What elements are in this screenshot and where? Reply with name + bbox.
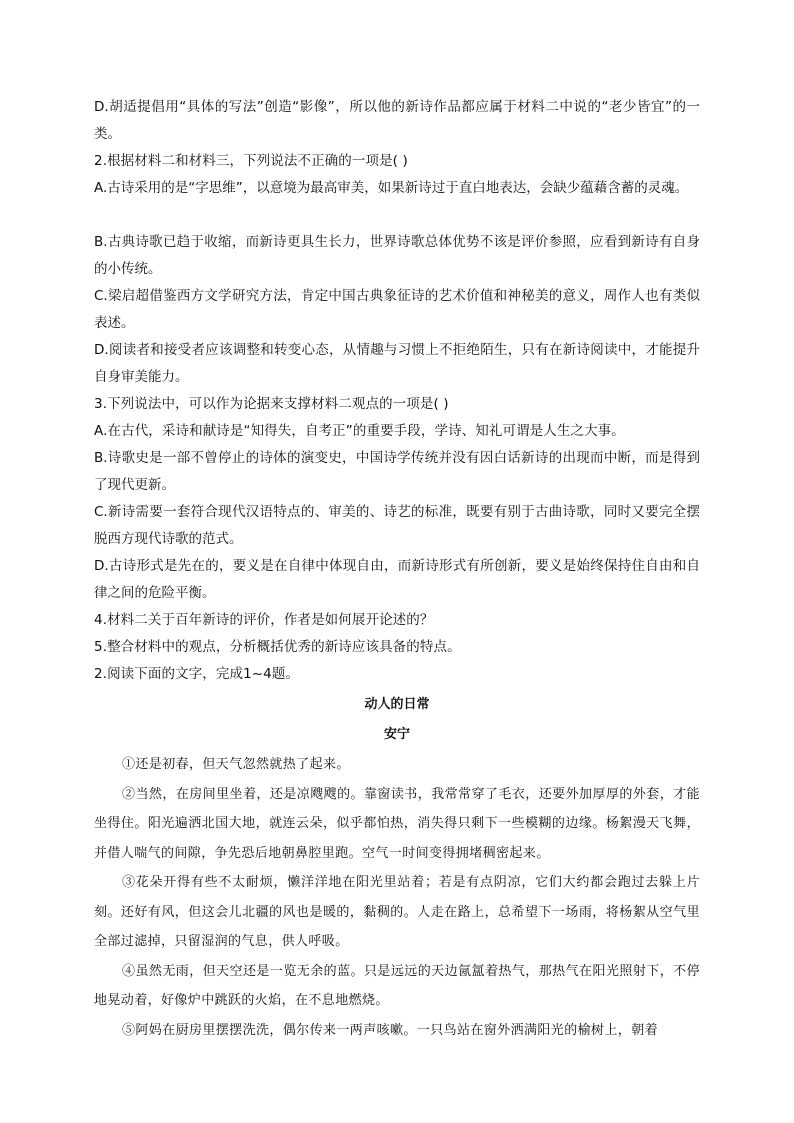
- question-4: 4.材料二关于百年新诗的评价，作者是如何展开论述的？: [94, 612, 434, 628]
- story-paragraph-2: ②当然，在房间里坐着，还是凉飕飕的。靠窗读书，我常常穿了毛衣，还要外加厚厚的外套，才能坐得住。阳光遍洒北国大地，就连云朵，似乎都怕热，消失得只剩下一些模糊的边缘。杨絮漫天飞舞，并借人喘气的间隙，争先恐后地朝鼻腔里跑。空气一时间变得拥堵稠密起来。: [94, 786, 700, 861]
- question-2-option-b: B.古典诗歌已趋于收缩，而新诗更具生长力，世界诗歌总体优势不该是评价参照，应看到新诗有自身的小传统。: [94, 234, 700, 277]
- question-2-option-a: A.古诗采用的是“字思维”，以意境为最高审美，如果新诗过于直白地表达，会缺少蕴藉含蓄的灵魂。: [94, 180, 689, 196]
- question-3-stem: 3.下列说法中，可以作为论据来支撑材料二观点的一项是( ): [94, 396, 449, 412]
- document-page: [94, 94, 700, 1045]
- question-3-option-b: B.诗歌史是一部不曾停止的诗体的演变史，中国诗学传统并没有因白话新诗的出现而中断，而是得到了现代更新。: [94, 450, 700, 493]
- question-3-option-a: A.在古代，采诗和献诗是“知得失，自考正”的重要手段，学诗、知礼可谓是人生之大事。: [94, 423, 625, 439]
- story-paragraph-1: ①还是初春，但天气忽然就热了起来。: [122, 757, 350, 772]
- story-author: 安宁: [383, 727, 410, 742]
- question-2-option-d: D.阅读者和接受者应该调整和转变心态，从情趣与习惯上不拒绝陌生，只有在新诗阅读中，才能提升自身审美能力。: [94, 342, 700, 385]
- question-5: 5.整合材料中的观点，分析概括优秀的新诗应该具备的特点。: [94, 639, 461, 655]
- story-paragraph-5: ⑤阿妈在厨房里摆摆洗洗，偶尔传来一两声咳嗽。一只鸟站在窗外洒满阳光的榆树上，朝着: [122, 1022, 659, 1038]
- reading-instruction: 2.阅读下面的文字，完成1~4题。: [94, 666, 300, 682]
- question-2-option-c: C.梁启超借鉴西方文学研究方法，肯定中国古典象征诗的艺术价值和神秘美的意义，周作人也有类似表述。: [94, 288, 700, 331]
- question-3-option-c: C.新诗需要一套符合现代汉语特点的、审美的、诗艺的标准，既要有别于古曲诗歌，同时又要完全摆脱西方现代诗歌的范式。: [94, 504, 700, 547]
- story-paragraph-4: ④虽然无雨，但天空还是一览无余的蓝。只是远远的天边氤氲着热气，那热气在阳光照射下，不停地晃动着，好像炉中跳跃的火焰，在不息地燃烧。: [94, 963, 700, 1008]
- question-1d: D.胡适提倡用“具体的写法”创造“影像”，所以他的新诗作品都应属于材料二中说的“老少皆宜”的一类。: [94, 99, 700, 142]
- story-title: 动人的日常: [364, 697, 430, 712]
- story-paragraph-3: ③花朵开得有些不太耐烦，懒洋洋地在阳光里站着；若是有点阴凉，它们大约都会跑过去躲上片刻。还好有风，但这会儿北疆的风也是暖的，黏稠的。人走在路上，总希望下一场雨，将杨絮从空气里全部过滤掉，只留湿润的气息，供人呼吸。: [94, 875, 700, 949]
- question-3-option-d: D.古诗形式是先在的，要义是在自律中体现自由，而新诗形式有所创新，要义是始终保持住自由和自律之间的危险平衡。: [94, 558, 700, 601]
- question-2-stem: 2.根据材料二和材料三，下列说法不正确的一项是( ): [94, 153, 408, 169]
